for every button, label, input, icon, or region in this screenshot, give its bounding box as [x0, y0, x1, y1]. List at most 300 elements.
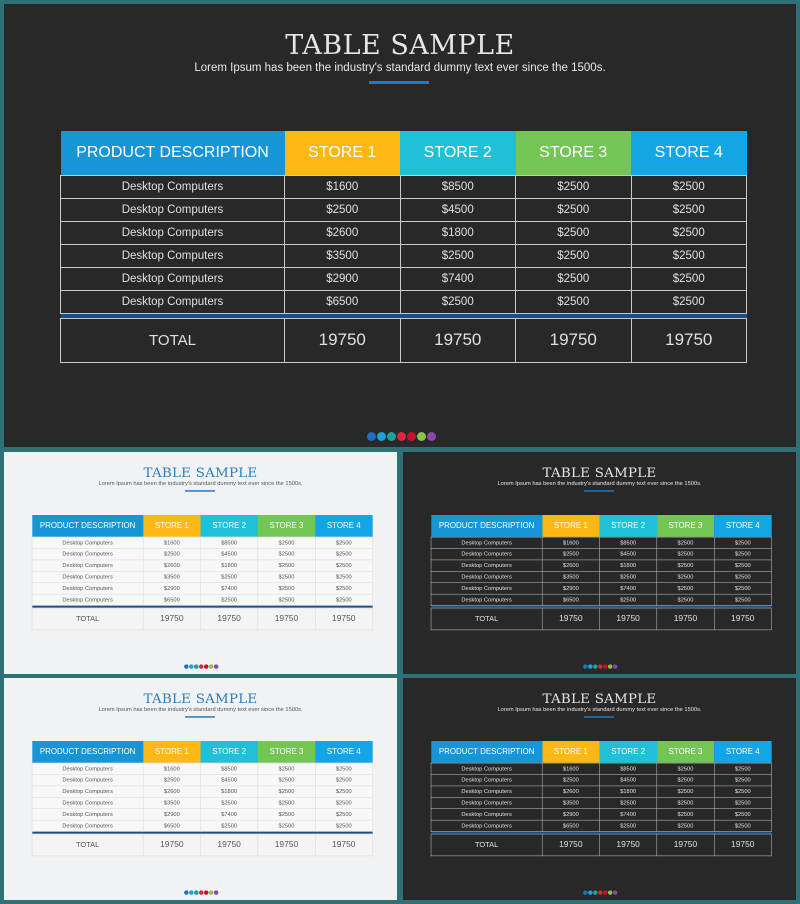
- store-3-cell: $2500: [657, 560, 714, 571]
- pagination-dot[interactable]: [209, 664, 213, 668]
- store-4-cell: $2500: [714, 809, 771, 820]
- store-4-cell: $2500: [315, 763, 372, 774]
- store-1-cell: $2600: [542, 560, 599, 571]
- store-1-cell: $6500: [285, 290, 401, 313]
- store-1-cell: $2900: [542, 583, 599, 594]
- product-cell: Desktop Computers: [61, 198, 285, 221]
- slide-pagination-dots: [583, 890, 617, 894]
- total-label: TOTAL: [431, 608, 542, 630]
- store-4-cell: $2500: [631, 175, 747, 198]
- pagination-dot[interactable]: [204, 890, 208, 894]
- product-cell: Desktop Computers: [61, 175, 285, 198]
- slide-pagination-dots: [583, 664, 617, 668]
- total-store-2: 19750: [599, 608, 656, 630]
- store-2-cell: $4500: [200, 774, 257, 785]
- product-cell: Desktop Computers: [431, 571, 542, 582]
- store-1-cell: $2500: [143, 548, 200, 559]
- pagination-dot[interactable]: [204, 664, 208, 668]
- product-cell: Desktop Computers: [431, 809, 542, 820]
- store-4-cell: $2500: [714, 763, 771, 774]
- store-4-cell: $2500: [714, 774, 771, 785]
- store-1-cell: $2600: [143, 560, 200, 571]
- store-2-cell: $8500: [200, 537, 257, 548]
- store-3-cell: $2500: [657, 786, 714, 797]
- product-cell: Desktop Computers: [61, 221, 285, 244]
- header-row: [32, 515, 372, 537]
- store-4-cell: $2500: [315, 809, 372, 820]
- table-row: [61, 221, 747, 244]
- pagination-dot[interactable]: [598, 890, 602, 894]
- product-cell: Desktop Computers: [32, 809, 143, 820]
- sample-table: [431, 741, 772, 856]
- product-cell: Desktop Computers: [431, 763, 542, 774]
- pagination-dot[interactable]: [184, 890, 188, 894]
- table-row: [32, 820, 372, 831]
- store-4-cell: $2500: [714, 583, 771, 594]
- title-underline: [185, 716, 215, 717]
- pagination-dot[interactable]: [583, 890, 587, 894]
- store-3-cell: $2500: [657, 820, 714, 831]
- store-2-cell: $2500: [200, 571, 257, 582]
- pagination-dot[interactable]: [194, 664, 198, 668]
- store-1-cell: $2500: [542, 548, 599, 559]
- total-row: [32, 834, 372, 856]
- store-4-cell: $2500: [315, 583, 372, 594]
- store-1-cell: $2900: [143, 809, 200, 820]
- table-row: [431, 594, 771, 605]
- store-2-cell: $7400: [599, 583, 656, 594]
- header-row: [431, 741, 771, 763]
- title-underline: [369, 81, 429, 84]
- table-row: [32, 774, 372, 785]
- slide-title: TABLE SAMPLE: [542, 690, 657, 707]
- total-store-1: 19750: [542, 834, 599, 856]
- store-3-cell: $2500: [516, 221, 632, 244]
- store-3-cell: $2500: [258, 797, 315, 808]
- table-row: [431, 548, 771, 559]
- total-store-1: 19750: [143, 608, 200, 630]
- store-2-cell: $4500: [599, 774, 656, 785]
- header-row: [61, 131, 747, 175]
- store-1-cell: $2500: [285, 198, 401, 221]
- product-cell: Desktop Computers: [32, 537, 143, 548]
- total-store-2: 19750: [400, 318, 516, 362]
- slide-preview-main: [4, 4, 796, 447]
- store-1-cell: $3500: [143, 797, 200, 808]
- store-3-cell: $2500: [258, 774, 315, 785]
- pagination-dot[interactable]: [397, 432, 406, 441]
- title-underline: [584, 490, 614, 491]
- store-3-cell: $2500: [657, 763, 714, 774]
- header-store-1: STORE 1: [143, 741, 200, 763]
- product-cell: Desktop Computers: [431, 560, 542, 571]
- store-4-cell: $2500: [315, 537, 372, 548]
- store-3-cell: $2500: [657, 537, 714, 548]
- table-row: [32, 763, 372, 774]
- product-cell: Desktop Computers: [32, 797, 143, 808]
- header-store-4: STORE 4: [714, 741, 771, 763]
- product-cell: Desktop Computers: [32, 774, 143, 785]
- sample-table: [60, 131, 747, 363]
- pagination-dot[interactable]: [189, 664, 193, 668]
- slide-title: TABLE SAMPLE: [542, 464, 657, 481]
- store-4-cell: $2500: [315, 820, 372, 831]
- total-store-4: 19750: [315, 834, 372, 856]
- table-row: [32, 537, 372, 548]
- header-store-2: STORE 2: [599, 515, 656, 537]
- sample-table: [431, 515, 772, 630]
- header-product-description: PRODUCT DESCRIPTION: [431, 515, 542, 537]
- store-4-cell: $2500: [315, 571, 372, 582]
- product-cell: Desktop Computers: [431, 583, 542, 594]
- pagination-dot[interactable]: [189, 890, 193, 894]
- pagination-dot[interactable]: [603, 890, 607, 894]
- slide-subtitle: Lorem Ipsum has been the industry's standard dummy text ever since the 1500s.: [194, 62, 606, 74]
- store-1-cell: $2500: [143, 774, 200, 785]
- table-row: [431, 763, 771, 774]
- store-4-cell: $2500: [714, 537, 771, 548]
- pagination-dot[interactable]: [417, 432, 426, 441]
- sample-table: [32, 741, 373, 856]
- pagination-dot[interactable]: [387, 432, 396, 441]
- store-2-cell: $1800: [400, 221, 516, 244]
- store-1-cell: $6500: [542, 594, 599, 605]
- store-3-cell: $2500: [258, 537, 315, 548]
- header-store-2: STORE 2: [200, 515, 257, 537]
- product-cell: Desktop Computers: [32, 548, 143, 559]
- store-2-cell: $2500: [200, 820, 257, 831]
- store-3-cell: $2500: [516, 198, 632, 221]
- store-1-cell: $2900: [143, 583, 200, 594]
- store-3-cell: $2500: [258, 786, 315, 797]
- store-1-cell: $1600: [285, 175, 401, 198]
- store-1-cell: $1600: [143, 537, 200, 548]
- store-2-cell: $1800: [599, 560, 656, 571]
- slide-pagination-dots: [367, 432, 436, 441]
- header-store-3: STORE 3: [258, 515, 315, 537]
- pagination-dot[interactable]: [588, 890, 592, 894]
- store-2-cell: $7400: [400, 267, 516, 290]
- store-4-cell: $2500: [714, 594, 771, 605]
- slide-subtitle: Lorem Ipsum has been the industry's standard dummy text ever since the 1500s.: [497, 706, 702, 713]
- sample-table: [32, 515, 373, 630]
- total-label: TOTAL: [32, 834, 143, 856]
- store-1-cell: $2600: [143, 786, 200, 797]
- total-store-3: 19750: [657, 834, 714, 856]
- store-3-cell: $2500: [516, 244, 632, 267]
- header-store-4: STORE 4: [714, 515, 771, 537]
- store-2-cell: $2500: [599, 594, 656, 605]
- total-label: TOTAL: [32, 608, 143, 630]
- pagination-dot[interactable]: [199, 664, 203, 668]
- slide-subtitle: Lorem Ipsum has been the industry's standard dummy text ever since the 1500s.: [98, 706, 303, 713]
- product-cell: Desktop Computers: [431, 774, 542, 785]
- store-2-cell: $8500: [599, 537, 656, 548]
- store-1-cell: $3500: [143, 571, 200, 582]
- total-label: TOTAL: [61, 318, 285, 362]
- table-row: [32, 594, 372, 605]
- store-4-cell: $2500: [315, 594, 372, 605]
- header-row: [32, 741, 372, 763]
- store-1-cell: $2900: [542, 809, 599, 820]
- table-row: [32, 548, 372, 559]
- header-store-2: STORE 2: [200, 741, 257, 763]
- pagination-dot[interactable]: [588, 664, 592, 668]
- store-2-cell: $7400: [200, 809, 257, 820]
- header-store-3: STORE 3: [657, 741, 714, 763]
- store-2-cell: $7400: [599, 809, 656, 820]
- store-1-cell: $2500: [542, 774, 599, 785]
- store-2-cell: $8500: [599, 763, 656, 774]
- product-cell: Desktop Computers: [32, 820, 143, 831]
- slide-thumbnail-dark-2[interactable]: [403, 678, 796, 900]
- store-2-cell: $2500: [599, 797, 656, 808]
- product-cell: Desktop Computers: [431, 594, 542, 605]
- pagination-dot[interactable]: [613, 890, 617, 894]
- table-row: [61, 267, 747, 290]
- store-2-cell: $8500: [200, 763, 257, 774]
- slide-pagination-dots: [184, 890, 218, 894]
- store-3-cell: $2500: [657, 797, 714, 808]
- pagination-dot[interactable]: [593, 664, 597, 668]
- store-3-cell: $2500: [657, 548, 714, 559]
- store-1-cell: $6500: [542, 820, 599, 831]
- header-store-3: STORE 3: [657, 515, 714, 537]
- total-row: [61, 318, 747, 362]
- header-store-4: STORE 4: [315, 515, 372, 537]
- store-3-cell: $2500: [657, 594, 714, 605]
- table-row: [32, 571, 372, 582]
- total-store-4: 19750: [714, 834, 771, 856]
- header-store-1: STORE 1: [143, 515, 200, 537]
- title-underline: [584, 716, 614, 717]
- total-store-2: 19750: [200, 834, 257, 856]
- table-row: [431, 809, 771, 820]
- title-underline: [185, 490, 215, 491]
- header-store-3: STORE 3: [516, 131, 632, 175]
- header-store-1: STORE 1: [542, 741, 599, 763]
- product-cell: Desktop Computers: [32, 560, 143, 571]
- store-2-cell: $2500: [599, 571, 656, 582]
- product-cell: Desktop Computers: [61, 244, 285, 267]
- total-store-4: 19750: [315, 608, 372, 630]
- total-store-4: 19750: [714, 608, 771, 630]
- table-row: [431, 797, 771, 808]
- pagination-dot[interactable]: [367, 432, 376, 441]
- slide-thumbnail-dark-1[interactable]: [403, 452, 796, 674]
- total-store-1: 19750: [285, 318, 401, 362]
- total-store-1: 19750: [542, 608, 599, 630]
- table-row: [431, 537, 771, 548]
- store-1-cell: $3500: [542, 797, 599, 808]
- header-store-1: STORE 1: [285, 131, 401, 175]
- slide-subtitle: Lorem Ipsum has been the industry's standard dummy text ever since the 1500s.: [497, 480, 702, 487]
- store-1-cell: $1600: [542, 537, 599, 548]
- total-store-3: 19750: [258, 834, 315, 856]
- pagination-dot[interactable]: [608, 890, 612, 894]
- product-cell: Desktop Computers: [32, 571, 143, 582]
- product-cell: Desktop Computers: [431, 537, 542, 548]
- store-4-cell: $2500: [714, 571, 771, 582]
- store-2-cell: $4500: [400, 198, 516, 221]
- pagination-dot[interactable]: [583, 664, 587, 668]
- header-store-2: STORE 2: [400, 131, 516, 175]
- product-cell: Desktop Computers: [431, 548, 542, 559]
- total-label: TOTAL: [431, 834, 542, 856]
- store-2-cell: $2500: [400, 290, 516, 313]
- slide-thumbnail-light-2[interactable]: [4, 678, 397, 900]
- table-row: [32, 809, 372, 820]
- store-3-cell: $2500: [258, 583, 315, 594]
- store-1-cell: $1600: [143, 763, 200, 774]
- table-row: [431, 571, 771, 582]
- store-3-cell: $2500: [258, 763, 315, 774]
- product-cell: Desktop Computers: [32, 786, 143, 797]
- store-2-cell: $1800: [200, 560, 257, 571]
- store-1-cell: $1600: [542, 763, 599, 774]
- store-4-cell: $2500: [631, 267, 747, 290]
- header-product-description: PRODUCT DESCRIPTION: [431, 741, 542, 763]
- table-row: [32, 786, 372, 797]
- header-product-description: PRODUCT DESCRIPTION: [61, 131, 285, 175]
- store-4-cell: $2500: [714, 548, 771, 559]
- store-2-cell: $1800: [599, 786, 656, 797]
- slide-title: TABLE SAMPLE: [143, 464, 258, 481]
- store-2-cell: $2500: [400, 244, 516, 267]
- store-4-cell: $2500: [631, 244, 747, 267]
- pagination-dot[interactable]: [603, 664, 607, 668]
- store-2-cell: $2500: [200, 797, 257, 808]
- slide-pagination-dots: [184, 664, 218, 668]
- table-row: [431, 820, 771, 831]
- table-row: [431, 560, 771, 571]
- store-4-cell: $2500: [315, 774, 372, 785]
- store-2-cell: $2500: [200, 594, 257, 605]
- pagination-dot[interactable]: [214, 890, 218, 894]
- pagination-dot[interactable]: [613, 664, 617, 668]
- table-row: [32, 560, 372, 571]
- store-4-cell: $2500: [631, 198, 747, 221]
- pagination-dot[interactable]: [184, 664, 188, 668]
- pagination-dot[interactable]: [608, 664, 612, 668]
- pagination-dot[interactable]: [377, 432, 386, 441]
- store-3-cell: $2500: [657, 583, 714, 594]
- store-3-cell: $2500: [258, 809, 315, 820]
- product-cell: Desktop Computers: [431, 786, 542, 797]
- store-2-cell: $4500: [599, 548, 656, 559]
- product-cell: Desktop Computers: [431, 820, 542, 831]
- slide-title: TABLE SAMPLE: [143, 690, 258, 707]
- store-1-cell: $6500: [143, 594, 200, 605]
- store-4-cell: $2500: [315, 560, 372, 571]
- total-store-2: 19750: [200, 608, 257, 630]
- store-2-cell: $8500: [400, 175, 516, 198]
- store-4-cell: $2500: [315, 786, 372, 797]
- table-row: [61, 244, 747, 267]
- store-3-cell: $2500: [258, 560, 315, 571]
- store-3-cell: $2500: [657, 809, 714, 820]
- table-row: [61, 290, 747, 313]
- store-3-cell: $2500: [516, 267, 632, 290]
- pagination-dot[interactable]: [407, 432, 416, 441]
- store-2-cell: $7400: [200, 583, 257, 594]
- pagination-dot[interactable]: [593, 890, 597, 894]
- pagination-dot[interactable]: [598, 664, 602, 668]
- table-row: [61, 175, 747, 198]
- store-3-cell: $2500: [258, 594, 315, 605]
- total-store-4: 19750: [631, 318, 747, 362]
- slide-title: TABLE SAMPLE: [285, 30, 515, 61]
- table-row: [431, 786, 771, 797]
- table-row: [431, 774, 771, 785]
- pagination-dot[interactable]: [194, 890, 198, 894]
- store-4-cell: $2500: [315, 548, 372, 559]
- header-store-4: STORE 4: [631, 131, 747, 175]
- store-3-cell: $2500: [516, 290, 632, 313]
- pagination-dot[interactable]: [199, 890, 203, 894]
- store-4-cell: $2500: [315, 797, 372, 808]
- header-store-3: STORE 3: [258, 741, 315, 763]
- total-store-2: 19750: [599, 834, 656, 856]
- store-4-cell: $2500: [714, 797, 771, 808]
- table-row: [431, 583, 771, 594]
- pagination-dot[interactable]: [427, 432, 436, 441]
- header-product-description: PRODUCT DESCRIPTION: [32, 741, 143, 763]
- total-store-1: 19750: [143, 834, 200, 856]
- store-1-cell: $6500: [143, 820, 200, 831]
- product-cell: Desktop Computers: [32, 594, 143, 605]
- header-row: [431, 515, 771, 537]
- store-1-cell: $3500: [285, 244, 401, 267]
- header-store-4: STORE 4: [315, 741, 372, 763]
- product-cell: Desktop Computers: [32, 763, 143, 774]
- store-4-cell: $2500: [631, 290, 747, 313]
- header-product-description: PRODUCT DESCRIPTION: [32, 515, 143, 537]
- store-2-cell: $4500: [200, 548, 257, 559]
- store-3-cell: $2500: [657, 571, 714, 582]
- total-row: [32, 608, 372, 630]
- product-cell: Desktop Computers: [61, 267, 285, 290]
- product-cell: Desktop Computers: [61, 290, 285, 313]
- slide-thumbnail-light-1[interactable]: [4, 452, 397, 674]
- store-1-cell: $2600: [542, 786, 599, 797]
- total-store-3: 19750: [657, 608, 714, 630]
- store-1-cell: $3500: [542, 571, 599, 582]
- total-row: [431, 608, 771, 630]
- store-3-cell: $2500: [516, 175, 632, 198]
- store-1-cell: $2900: [285, 267, 401, 290]
- header-store-2: STORE 2: [599, 741, 656, 763]
- product-cell: Desktop Computers: [431, 797, 542, 808]
- product-cell: Desktop Computers: [32, 583, 143, 594]
- table-row: [32, 583, 372, 594]
- store-4-cell: $2500: [631, 221, 747, 244]
- store-1-cell: $2600: [285, 221, 401, 244]
- table-row: [32, 797, 372, 808]
- total-row: [431, 834, 771, 856]
- pagination-dot[interactable]: [214, 664, 218, 668]
- store-4-cell: $2500: [714, 820, 771, 831]
- pagination-dot[interactable]: [209, 890, 213, 894]
- store-2-cell: $2500: [599, 820, 656, 831]
- store-3-cell: $2500: [657, 774, 714, 785]
- header-store-1: STORE 1: [542, 515, 599, 537]
- slide-subtitle: Lorem Ipsum has been the industry's standard dummy text ever since the 1500s.: [98, 480, 303, 487]
- store-4-cell: $2500: [714, 560, 771, 571]
- store-3-cell: $2500: [258, 820, 315, 831]
- total-store-3: 19750: [258, 608, 315, 630]
- store-4-cell: $2500: [714, 786, 771, 797]
